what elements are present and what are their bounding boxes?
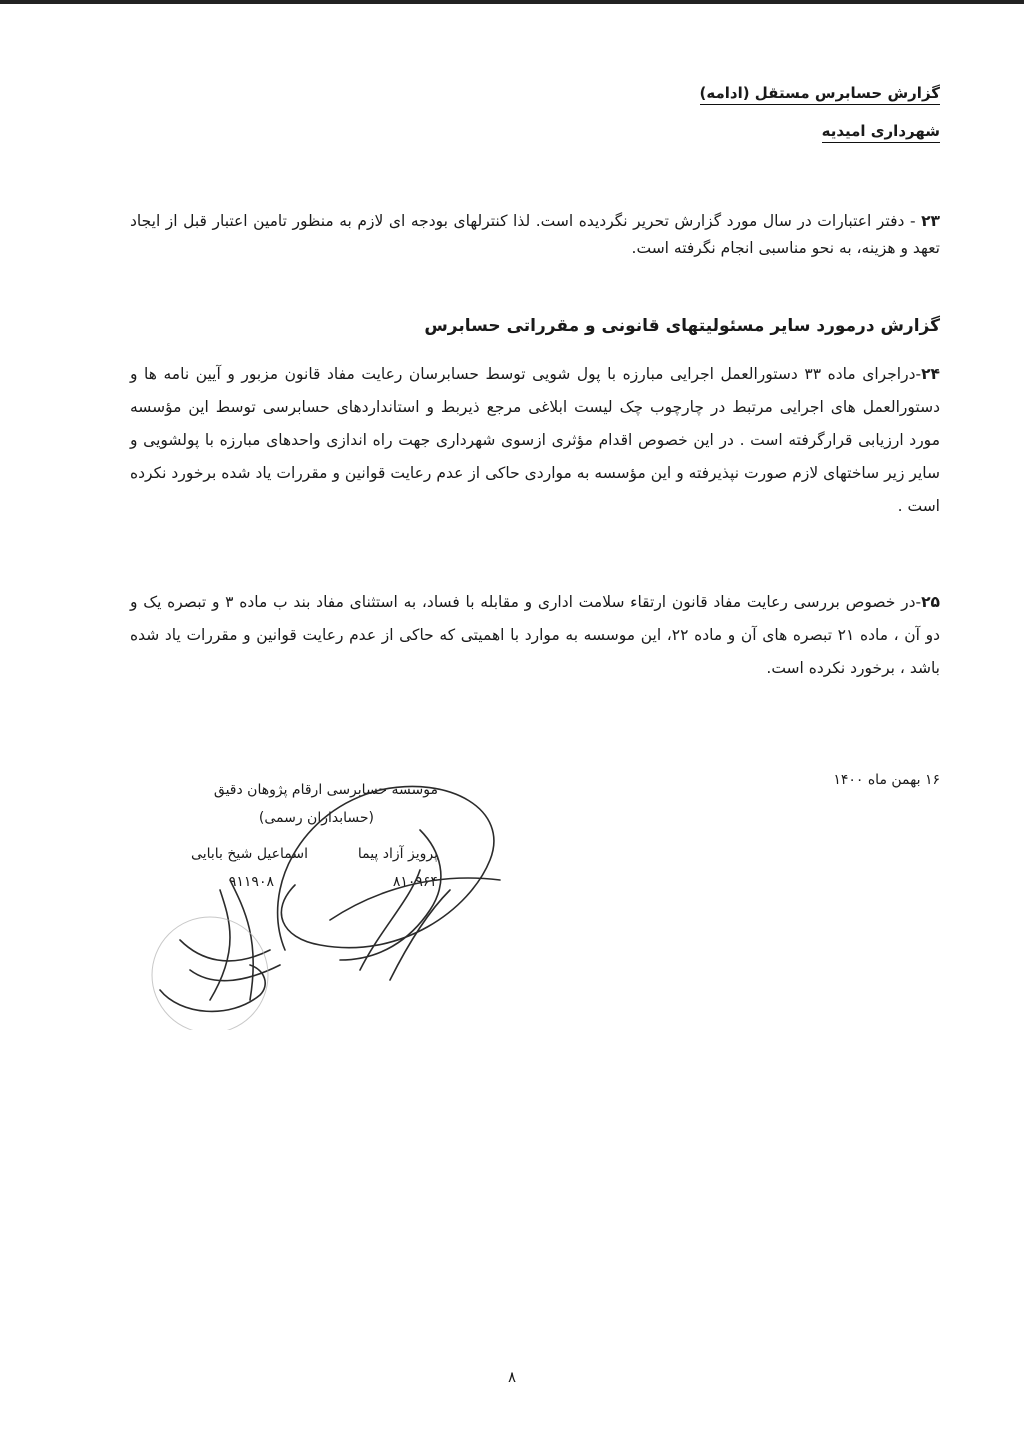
paragraph-separator: - bbox=[915, 593, 922, 611]
paragraph-separator: - bbox=[915, 365, 922, 383]
paragraph-25 bbox=[130, 586, 940, 685]
paragraph-23 bbox=[130, 208, 940, 262]
audit-firm-subtitle: (حسابداران رسمی) bbox=[258, 810, 374, 826]
scan-edge bbox=[0, 0, 1024, 4]
paragraph-24 bbox=[130, 358, 940, 523]
partner-license-id: ۸۱۰۹۶۴ bbox=[392, 874, 438, 890]
report-date: ۱۶ بهمن ماه ۱۴۰۰ bbox=[833, 772, 940, 788]
paragraph-number: ۲۳ bbox=[921, 212, 941, 230]
partner-name: اسماعیل شیخ بابایی bbox=[191, 846, 308, 862]
entity-name: شهرداری امیدیه bbox=[822, 122, 940, 143]
paragraph-text: دراجرای ماده ۳۳ دستورالعمل اجرایی مبارزه با پول شویی توسط حسابرسان رعایت مفاد قانون مزبور و آیین نامه ها و دستورالعمل های اجرایی مرتبط در چارچوب چک لیست ابلاغی مرجع ذیربط و استانداردهای حسابرسی توسط این مؤسسه مورد ارزیابی قرارگرفته است . در این خصوص اقدام مؤثری ازسوی شهرداری جهت راه اندازی واحدهای مبارزه با پولشویی و سایر زیر ساختهای لازم صورت نپذیرفته و این مؤسسه به مواردی حاکی از عدم رعایت قوانین و مقررات یاد شده برخورد نکرده است . bbox=[130, 365, 940, 515]
report-title: گزارش حسابرس مستقل (ادامه) bbox=[700, 84, 941, 105]
paragraph-text: در خصوص بررسی رعایت مفاد قانون ارتقاء سلامت اداری و مقابله با فساد، به استثنای مفاد بند ب ماده ۳ و تبصره یک و دو آن ، ماده ۲۱ تبصره های آن و ماده ۲۲، این موسسه به موارد با اهمیتی که حاکی از عدم رعایت قوانین و مقررات یاد شده باشد ، برخورد نکرده است. bbox=[130, 593, 940, 677]
paragraph-number: ۲۵ bbox=[921, 593, 940, 611]
partner-license-id: ۹۱۱۹۰۸ bbox=[228, 874, 274, 890]
partner-name: پرویز آزاد پیما bbox=[357, 846, 438, 862]
handwritten-signature bbox=[120, 770, 540, 1030]
section-title: گزارش درمورد سایر مسئولیتهای قانونی و مقرراتی حسابرس bbox=[424, 316, 940, 336]
paragraph-number: ۲۴ bbox=[921, 365, 940, 383]
page-number: ۸ bbox=[507, 1368, 517, 1386]
paragraph-separator: - bbox=[904, 212, 922, 230]
paragraph-text: دفتر اعتبارات در سال مورد گزارش تحریر نگردیده است. لذا کنترلهای بودجه ای لازم به منظور تامین اعتبار قبل از ایجاد تعهد و هزینه، به نحو مناسبی انجام نگرفته است. bbox=[130, 212, 940, 257]
audit-firm-name: موسسه حسابرسی ارقام پژوهان دقیق bbox=[213, 782, 438, 798]
